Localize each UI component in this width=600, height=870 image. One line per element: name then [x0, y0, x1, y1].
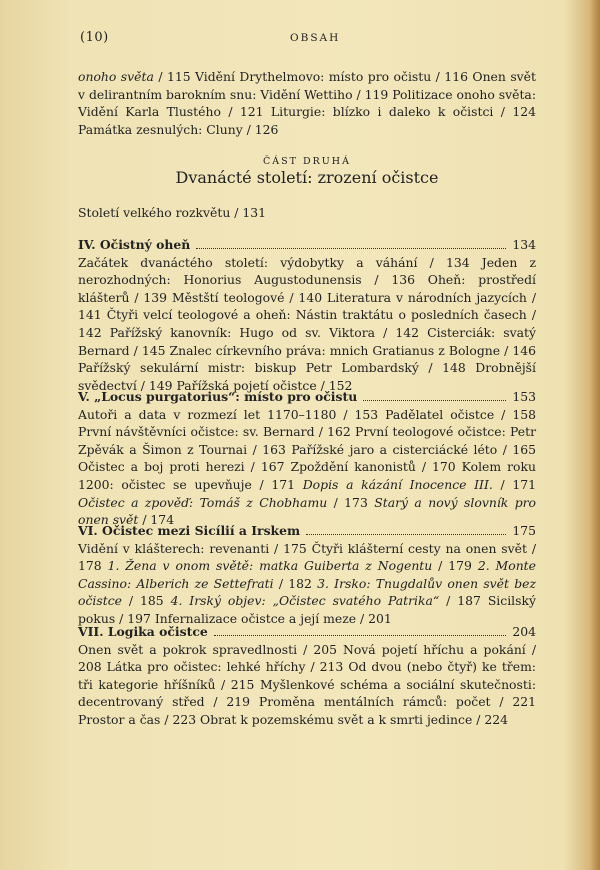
entry-page: / 179	[432, 558, 478, 574]
page-number: (10)	[80, 30, 109, 45]
entry-text: Autoři a data v rozmezí let 1170–1180 / 153 Padělatel očistce / 158 První návštěvníci očistce: sv. Bernard / 162 První teologové očistce: Petr Zpěvák a Šimon z Tournai / 163 Pařížské jaro a cisterciácké léto / 165 Očistec a boj proti herezi / 167 Zpoždění kanonistů / 170 Kolem roku 1200: očistec se upevňuje / 171	[78, 406, 536, 492]
chapter-title: VI. Očistec mezi Sicílií a Irskem	[78, 523, 301, 538]
chapter-page: 153	[512, 389, 536, 404]
chapter-entries: Onen svět a pokrok spravedlnosti / 205 Nová pojetí hříchu a pokání / 208 Látka pro očistec: lehké hříchy / 213 Od dvou (nebo čtyř) ke třem: tři kategorie hříšníků / 215 Myšlenkové schéma a sociální skutečnosti: decentrovaný střed / 219 Proměna mentálních rámců: počet / 221 Prostor a čas / 223 Obrat k pozemskému svět a k smrti jedince / 224	[78, 641, 536, 727]
part-intro-entry: Století velkého rozkvětu / 131	[78, 205, 267, 220]
continued-entry-lead: onoho světa	[78, 69, 154, 84]
entry-italic: 2. Monte Cassino: Alberich ze Settefrati	[78, 558, 536, 591]
chapter-heading	[78, 388, 536, 406]
entry-page: / 182	[273, 575, 318, 591]
running-head	[80, 30, 540, 50]
continued-entry-text: / 115 Vidění Drythelmovo: místo pro očistu / 116 Onen svět v delirantním barokním snu: Vidění Wettiho / 119 Politizace onoho světa: Vidění Karla Tlustého / 121 Liturgie: blízko i daleko k očistci / 124 Památka zesnulých: Cluny / 126	[78, 69, 536, 137]
entry-page: / 173	[327, 494, 375, 510]
chapter-entries	[78, 540, 536, 628]
entry-italic: Dopis a kázání Inocence III.	[302, 476, 493, 492]
dot-leader	[196, 248, 506, 249]
chapter-title: V. „Locus purgatorius“: místo pro očistu	[78, 389, 358, 404]
chapter-page: 204	[512, 624, 536, 639]
entry-italic: 4. Irský objev: „Očistec svatého Patrika“	[170, 593, 440, 609]
running-head-title: OBSAH	[290, 32, 341, 44]
chapter-page: 175	[512, 523, 536, 538]
entry-italic: 1. Žena v onom světě: matka Guiberta z Nogentu	[107, 558, 433, 574]
chapter-heading	[78, 522, 536, 540]
entry-italic: Starý a nový slovník pro onen svět	[78, 494, 537, 528]
chapter-v	[78, 388, 536, 529]
entry-page: / 171	[492, 476, 537, 492]
chapter-iv	[78, 236, 536, 394]
entry-text: Vidění v klášterech: revenanti / 175 Čtyři klášterní cesty na onen svět / 178	[78, 540, 536, 574]
chapter-heading	[78, 623, 536, 641]
entry-page: / 185	[121, 593, 171, 609]
entry-page: / 174	[138, 512, 175, 528]
dot-leader	[306, 534, 506, 535]
entry-italic: Očistec a zpověď: Tomáš z Chobhamu	[78, 494, 328, 510]
chapter-vi	[78, 522, 536, 628]
entry-page: / 187 Sicilský pokus / 197 Infernalizace očistce a její meze / 201	[78, 593, 537, 626]
chapter-vii	[78, 623, 536, 729]
chapter-page: 134	[512, 237, 536, 252]
chapter-title: VII. Logika očistce	[78, 624, 208, 639]
chapter-entries: Začátek dvanáctého století: výdobytky a váhání / 134 Jeden z nerozhodných: Honorius Augustodunensis / 136 Oheň: prostředí klášterů / 139 Městští teologové / 140 Literatura v národních jazycích / 141 Čtyři velcí teologové a oheň: Nástin traktátu o posledních časech / 142 Pařížský kanovník: Hugo od sv. Viktora / 142 Cisterciák: svatý Bernard / 145 Znalec církevního práva: mnich Gratianus z Bologne / 146 Pařížský sekulární mistr: biskup Petr Lombardský / 148 Drobnější svědectví / 149 Pařížská pojetí očistce / 152	[78, 254, 536, 393]
entry-italic: 3. Irsko: Tnugdalův onen svět bez očistce	[78, 575, 537, 609]
dot-leader	[214, 635, 507, 636]
chapter-heading	[78, 236, 536, 254]
chapter-entries	[78, 406, 536, 529]
part-label: ČÁST DRUHÁ	[263, 156, 351, 167]
chapter-title: IV. Očistný oheň	[78, 237, 191, 252]
dot-leader	[363, 400, 506, 401]
continued-entries	[78, 68, 536, 138]
binding-edge	[590, 0, 600, 870]
part-title: Dvanácté století: zrození očistce	[175, 168, 439, 187]
